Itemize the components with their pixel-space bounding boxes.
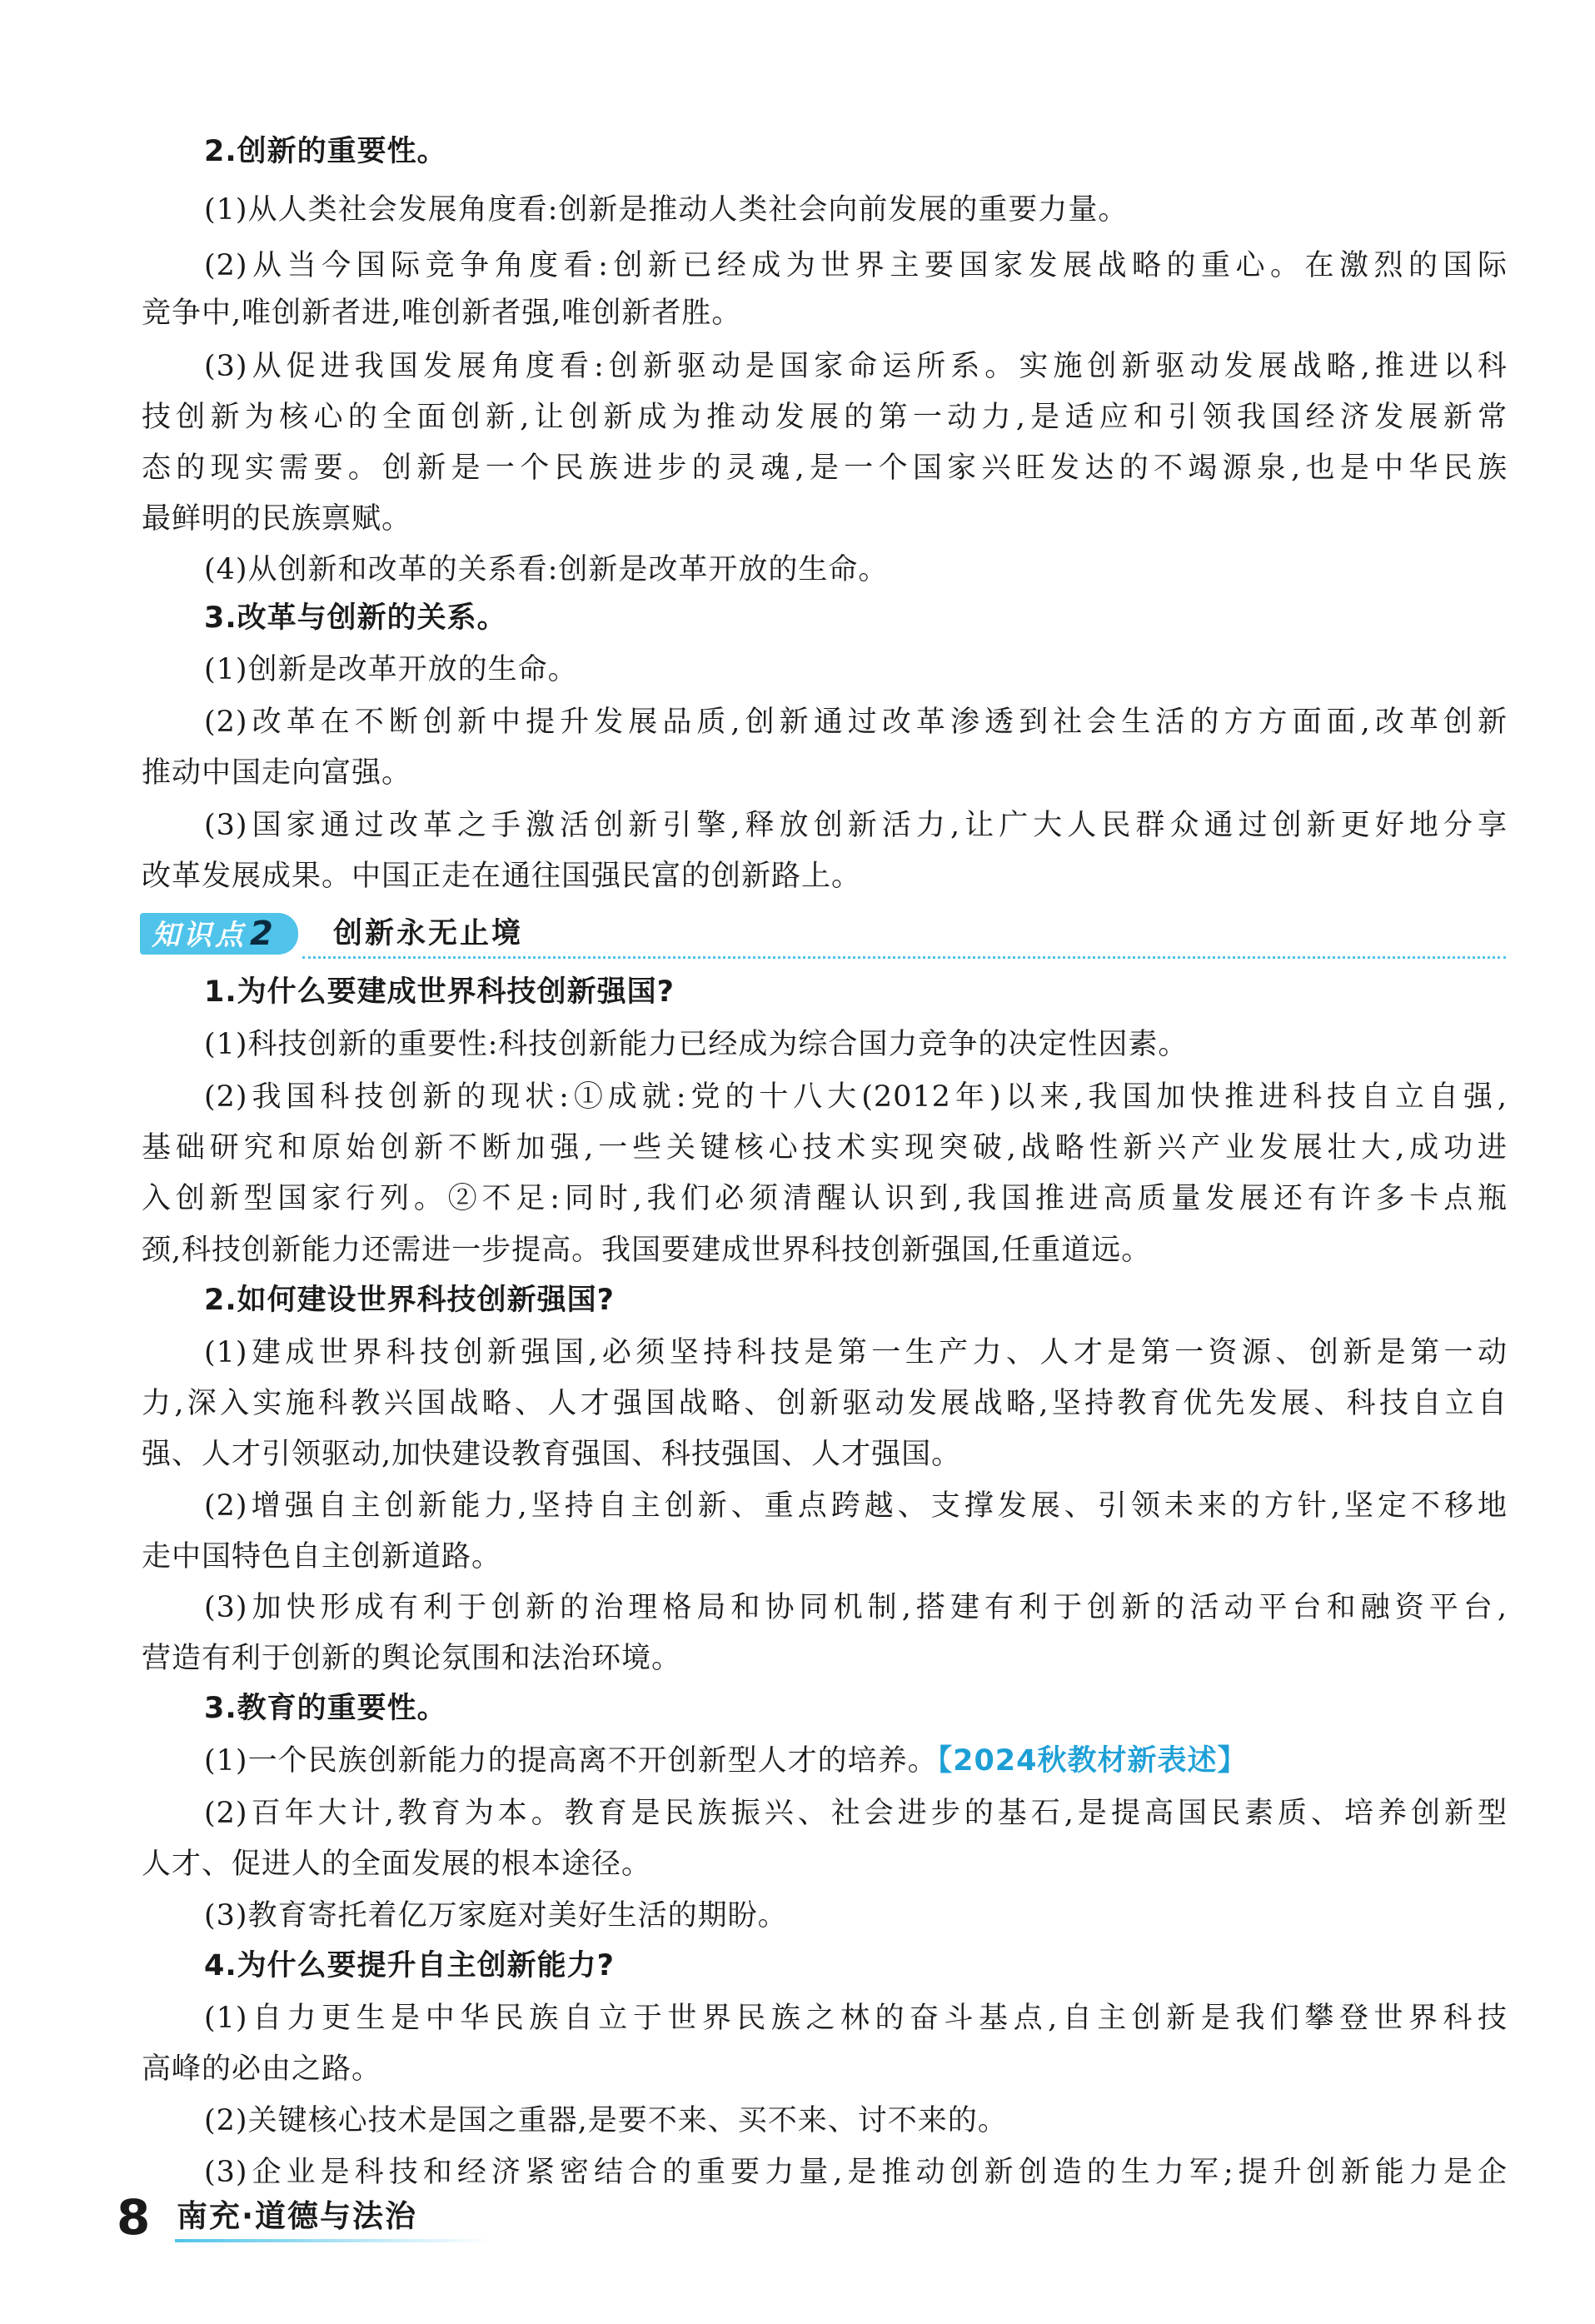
text-line: (3)从促进我国发展角度看:创新驱动是国家命运所系。实施创新驱动发展战略,推进以科: [204, 350, 1508, 383]
text-line: (2)改革在不断创新中提升发展品质,创新通过改革渗透到社会生活的方方面面,改革创新: [204, 706, 1508, 739]
text-line: 技创新为核心的全面创新,让创新成为推动发展的第一动力,是适应和引领我国经济发展新常: [142, 401, 1508, 434]
text-line: (2)增强自主创新能力,坚持自主创新、重点跨越、支撑发展、引领未来的方针,坚定不移地: [204, 1489, 1508, 1523]
text-line: (1)从人类社会发展角度看:创新是推动人类社会向前发展的重要力量。: [204, 193, 1129, 227]
text-line: 颈,科技创新能力还需进一步提高。我国要建成世界科技创新强国,任重道远。: [142, 1234, 1152, 1267]
heading-importance-of-innovation: 2.创新的重要性。: [204, 135, 447, 168]
text-line: 推动中国走向富强。: [142, 756, 412, 790]
knowledge-point-title: 创新永无止境: [333, 917, 524, 950]
text-line: (3)教育寄托着亿万家庭对美好生活的期盼。: [204, 1899, 788, 1933]
text-line: (3)加快形成有利于创新的治理格局和协同机制,搭建有利于创新的活动平台和融资平台,: [204, 1591, 1508, 1624]
text-line: 最鲜明的民族禀赋。: [142, 502, 412, 536]
text-line: 态的现实需要。创新是一个民族进步的灵魂,是一个国家兴旺发达的不竭源泉,也是中华民族: [142, 451, 1508, 485]
heading-importance-of-education: 3.教育的重要性。: [204, 1692, 447, 1725]
footer-underline: [175, 2239, 491, 2242]
page-number: 8: [117, 2189, 151, 2246]
text-line: (2)百年大计,教育为本。教育是民族振兴、社会进步的基石,是提高国民素质、培养创新型: [204, 1797, 1508, 1830]
dotted-divider: [302, 956, 1506, 959]
text-line: (2)我国科技创新的现状:①成就:党的十八大(2012年)以来,我国加快推进科技自立自强,: [204, 1080, 1508, 1114]
new-textbook-tag: 【2024秋教材新表述】: [937, 1744, 1248, 1778]
text-line: 入创新型国家行列。②不足:同时,我们必须清醒认识到,我国推进高质量发展还有许多卡点瓶: [142, 1182, 1508, 1215]
text-line: (1)科技创新的重要性:科技创新能力已经成为综合国力竞争的决定性因素。: [204, 1028, 1189, 1061]
knowledge-point-header: [140, 910, 1506, 960]
text-segment: (1)一个民族创新能力的提高离不开创新型人才的培养。: [204, 1744, 938, 1778]
knowledge-point-number: 2: [250, 915, 273, 953]
heading-why-build-tech-power: 1.为什么要建成世界科技创新强国?: [204, 975, 675, 1009]
text-line: 走中国特色自主创新道路。: [142, 1540, 502, 1573]
text-line: (1)创新是改革开放的生命。: [204, 653, 578, 686]
book-title: 南充·道德与法治: [177, 2198, 418, 2234]
text-line: 竞争中,唯创新者进,唯创新者强,唯创新者胜。: [142, 297, 742, 330]
text-line: 力,深入实施科教兴国战略、人才强国战略、创新驱动发展战略,坚持教育优先发展、科技自立自: [142, 1387, 1508, 1420]
heading-reform-innovation-relation: 3.改革与创新的关系。: [204, 601, 507, 635]
heading-how-build-tech-power: 2.如何建设世界科技创新强国?: [204, 1284, 615, 1317]
text-line-with-tag: [204, 1741, 1508, 1781]
text-line: 营造有利于创新的舆论氛围和法治环境。: [142, 1642, 682, 1675]
text-line: (2)从当今国际竞争角度看:创新已经成为世界主要国家发展战略的重心。在激烈的国际: [204, 249, 1508, 282]
text-line: (2)关键核心技术是国之重器,是要不来、买不来、讨不来的。: [204, 2104, 1008, 2137]
knowledge-point-badge: [140, 913, 298, 955]
text-line: 高峰的必由之路。: [142, 2052, 382, 2086]
text-line: 基础研究和原始创新不断加强,一些关键核心技术实现突破,战略性新兴产业发展壮大,成功进: [142, 1131, 1508, 1164]
text-line: 改革发展成果。中国正走在通往国强民富的创新路上。: [142, 860, 862, 893]
text-line: (1)自力更生是中华民族自立于世界民族之林的奋斗基点,自主创新是我们攀登世界科技: [204, 2002, 1508, 2035]
heading-why-improve-innovation: 4.为什么要提升自主创新能力?: [204, 1949, 615, 1982]
text-line: 人才、促进人的全面发展的根本途径。: [142, 1848, 652, 1881]
text-line: (4)从创新和改革的关系看:创新是改革开放的生命。: [204, 553, 889, 586]
text-line: 强、人才引领驱动,加快建设教育强国、科技强国、人才强国。: [142, 1438, 962, 1471]
text-line: (3)国家通过改革之手激活创新引擎,释放创新活力,让广大人民群众通过创新更好地分享: [204, 809, 1508, 842]
knowledge-point-label: 知识点: [152, 919, 247, 952]
text-line: (3)企业是科技和经济紧密结合的重要力量,是推动创新创造的生力军;提升创新能力是企: [204, 2156, 1508, 2189]
text-line: (1)建成世界科技创新强国,必须坚持科技是第一生产力、人才是第一资源、创新是第一动: [204, 1336, 1508, 1369]
